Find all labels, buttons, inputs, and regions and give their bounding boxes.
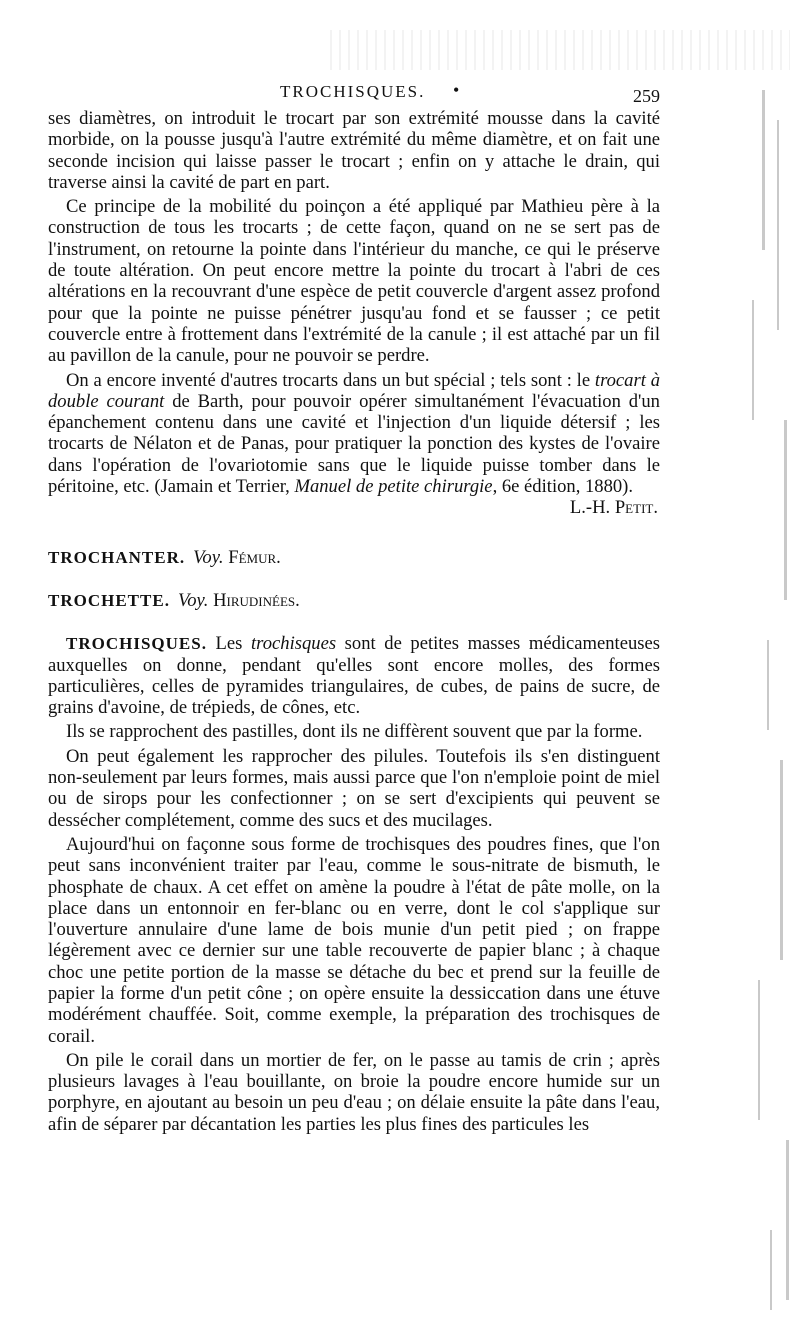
cross-reference-hirudinees: Hirudinées. — [213, 589, 300, 611]
voy-label: Voy. — [193, 546, 224, 568]
running-head-title: TROCHISQUES. — [280, 82, 426, 101]
scan-noise-top — [330, 30, 790, 70]
text-run: On a encore inventé d'autres trocarts dans un but spécial ; tels sont : le — [66, 369, 595, 391]
text-run: Les — [206, 633, 252, 655]
signature-text: L.-H. Petit. — [569, 497, 658, 519]
paragraph-special-trocarts — [48, 370, 660, 498]
paragraph-pastilles: Ils se rapprochent des pastilles, dont ils ne diffèrent souvent que par la forme. — [66, 721, 643, 743]
text-run: de Barth, pour pouvoir opérer simultanément l'évacuation d'un épanchement contenu dans une cavité et l'injection d'un liquide détersif ; les trocarts de Nélaton et de Panas, pour pratiquer la ponction des kystes de l'ovaire dans l'opération de l'ovariotomie sans que le liquide puisse tomber dans le péritoine, etc. (Jamain et Terrier, — [48, 390, 660, 498]
voy-label: Voy. — [177, 589, 209, 611]
entry-trochanter — [48, 547, 660, 568]
scan-noise-right-margin — [722, 0, 800, 1340]
cross-reference-femur: Fémur. — [228, 546, 281, 568]
text-run: , 6e édition, 1880). — [492, 476, 634, 498]
paragraph-trocart-continued: ses diamètres, on introduit le trocart par son extrémité mousse dans la cavité morbide, on la pousse jusqu'à l'autre extrémité du même diamètre, et on fait une seconde incision qui laisse passer le trocart ; enfin on y attache le drain, qui traverse ainsi la cavité de part en part. — [48, 108, 660, 193]
emphasis-trocart-double-courant: trocart à double courant — [48, 369, 660, 412]
emphasis-trochisques: trochisques — [251, 633, 337, 655]
emphasis-manuel-title: Manuel de petite chirurgie — [294, 476, 493, 498]
author-signature — [48, 497, 660, 518]
page-number: 259 — [633, 86, 660, 106]
paragraph-poudres-fines: Aujourd'hui on façonne sous forme de trochisques des poudres fines, que l'on peut sans inconvénient traiter par l'eau, comme le sous-nitrate de bismuth, le phosphate de chaux. A cet effet on amène la poudre à l'état de pâte molle, on la place dans un entonnoir en fer-blanc ou en verre, dont le col s'applique sur l'ouverture annulaire d'une lame de bois munie d'un petit pied ; on frappe légèrement avec ce dernier sur une table recouverte de papier blanc ; à chaque choc une petite portion de la masse se détache du bec et prend sur la feuille de papier la forme d'un petit cône ; on opère ensuite la dessiccation dans une étuve modérément chauffée. Soit, comme exemple, la préparation des trochisques de corail. — [48, 833, 660, 1047]
paragraph-corail: On pile le corail dans un mortier de fer, on le passe au tamis de crin ; après plusieurs lavages à l'eau bouillante, on broie la poudre encore humide sur un porphyre, en ajoutant au besoin un peu d'eau ; on délaie ensuite la pâte dans l'eau, afin de séparer par décantation les parties les plus fines des particules les — [48, 1049, 660, 1135]
page-body — [48, 108, 660, 1135]
paragraph-pilules: On peut également les rapprocher des pilules. Toutefois ils s'en distinguent non-seulement par leurs formes, mais aussi parce que l'on n'emploie point de miel ou de sirops pour les confectionner ; on se sert d'excipients qui peuvent se dessécher complétement, comme des sucs et des mucilages. — [48, 745, 660, 831]
running-head-bullet: • — [453, 80, 462, 100]
entry-head-trochanter: TROCHANTER. — [48, 547, 186, 567]
footer-scan-marks — [48, 1304, 660, 1308]
entry-head-trochisques: TROCHISQUES. — [66, 634, 207, 654]
text-run: sont de petites masses médicamenteuses auxquelles on donne, pendant qu'elles sont encore molles, des formes particulières, celles de pyramides triangulaires, de cubes, de pains de sucre, de grains d'avoine, de trépieds, de cônes, etc. — [48, 633, 660, 719]
entry-trochette — [48, 590, 660, 611]
entry-trochisques — [48, 633, 660, 718]
entry-head-trochette: TROCHETTE. — [48, 590, 170, 610]
paragraph-mathieu: Ce principe de la mobilité du poinçon a été appliqué par Mathieu père à la construction de tous les trocarts ; de cette façon, quand on ne se sert pas de l'instrument, on retourne la pointe dans l'intérieur du manche, ce qui le préserve de toute altération. On peut encore mettre la pointe du trocart à l'abri de ces altérations en la recouvrant d'une espèce de petit couvercle d'argent assez profond pour que la pointe ne puisse pénétrer jusqu'au fond et se fausser ; ce petit couvercle entre à frottement dans l'extrémité de la canule ; il est attaché par un fil au pavillon de la canule, pour ne pouvoir se perdre. — [48, 196, 660, 367]
